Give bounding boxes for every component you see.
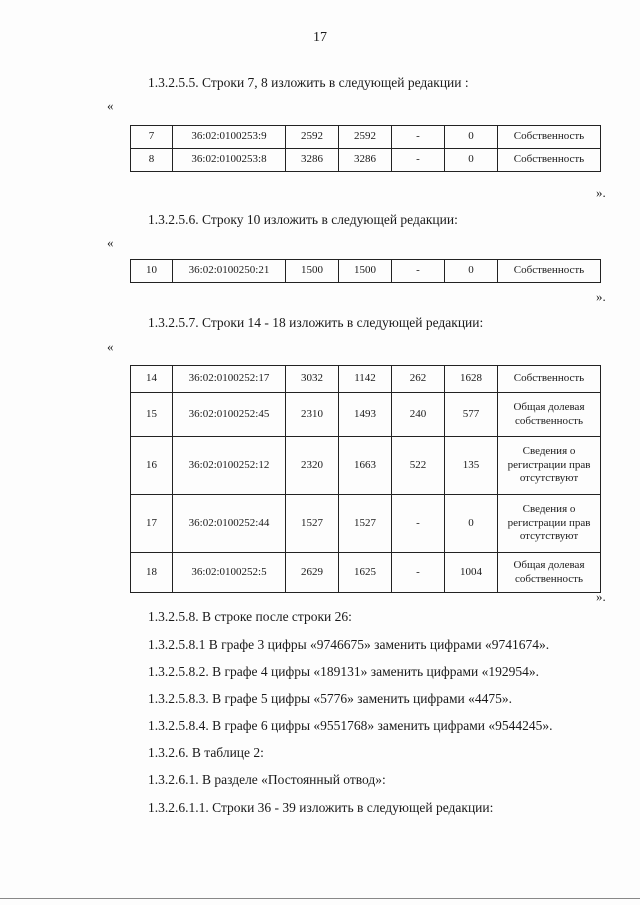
- instruction-line: 1.3.2.5.8. В строке после строки 26:: [148, 609, 352, 624]
- close-quote: ».: [596, 185, 606, 200]
- close-quote: ».: [596, 589, 606, 604]
- table-cell: 0: [445, 126, 498, 149]
- table-cell: Сведения о регистрации прав отсутствуют: [498, 437, 601, 495]
- table-cell: 1500: [339, 260, 392, 283]
- instruction-line: 1.3.2.5.8.2. В графе 4 цифры «189131» заменить цифрами «192954».: [148, 664, 539, 679]
- table-cell: Сведения о регистрации прав отсутствуют: [498, 495, 601, 553]
- table-cell: Собственность: [498, 260, 601, 283]
- instruction-line: 1.3.2.6.1. В разделе «Постоянный отвод»:: [148, 772, 386, 787]
- table-cell: 0: [445, 149, 498, 172]
- table-cell: 17: [131, 495, 173, 553]
- table-cell: 1493: [339, 393, 392, 437]
- table-cell: 1004: [445, 553, 498, 593]
- table-cell: 577: [445, 393, 498, 437]
- table-cell: 0: [445, 260, 498, 283]
- table-cell: 15: [131, 393, 173, 437]
- table-cell: 2629: [286, 553, 339, 593]
- section-heading: 1.3.2.5.5. Строки 7, 8 изложить в следующей редакции :: [148, 75, 469, 90]
- table-cell: 1527: [286, 495, 339, 553]
- table-row: [131, 126, 601, 149]
- table-cell: 8: [131, 149, 173, 172]
- table-cell: 1527: [339, 495, 392, 553]
- table-cell: Собственность: [498, 366, 601, 393]
- table-cell: 2310: [286, 393, 339, 437]
- table-cell: 3286: [286, 149, 339, 172]
- table-row: [131, 149, 601, 172]
- table-cell: 16: [131, 437, 173, 495]
- table-cell: 36:02:0100252:44: [173, 495, 286, 553]
- scan-bottom-edge: [0, 898, 640, 899]
- table-row: [131, 437, 601, 495]
- instruction-line: 1.3.2.6. В таблице 2:: [148, 745, 264, 760]
- table-cell: Общая долевая собственность: [498, 553, 601, 593]
- table-cell: -: [392, 495, 445, 553]
- table-cell: 1500: [286, 260, 339, 283]
- open-quote: «: [107, 235, 114, 250]
- instruction-line: 1.3.2.5.8.1 В графе 3 цифры «9746675» заменить цифрами «9741674».: [148, 637, 550, 652]
- instruction-line: 1.3.2.5.8.3. В графе 5 цифры «5776» заменить цифрами «4475».: [148, 691, 512, 706]
- table-cell: 1663: [339, 437, 392, 495]
- table-cell: -: [392, 149, 445, 172]
- open-quote: «: [107, 98, 114, 113]
- table-cell: 135: [445, 437, 498, 495]
- close-quote: ».: [596, 289, 606, 304]
- section-heading: 1.3.2.5.6. Строку 10 изложить в следующей редакции:: [148, 212, 458, 227]
- instruction-line: 1.3.2.5.8.4. В графе 6 цифры «9551768» заменить цифрами «9544245».: [148, 718, 553, 733]
- page-number: 17: [313, 30, 327, 45]
- table-cell: 36:02:0100250:21: [173, 260, 286, 283]
- table-cell: 36:02:0100252:12: [173, 437, 286, 495]
- table-cell: 7: [131, 126, 173, 149]
- table-cell: 3032: [286, 366, 339, 393]
- table-row: [131, 393, 601, 437]
- table-cell: 10: [131, 260, 173, 283]
- section-heading: 1.3.2.5.7. Строки 14 - 18 изложить в следующей редакции:: [148, 315, 484, 330]
- table-cell: 262: [392, 366, 445, 393]
- table-row: [131, 366, 601, 393]
- table-cell: 18: [131, 553, 173, 593]
- table-cell: -: [392, 553, 445, 593]
- table-cell: -: [392, 260, 445, 283]
- table-cell: Собственность: [498, 149, 601, 172]
- table-cell: 36:02:0100252:17: [173, 366, 286, 393]
- table-cell: 522: [392, 437, 445, 495]
- table-cell: 2592: [339, 126, 392, 149]
- table-cell: 0: [445, 495, 498, 553]
- table-cell: 36:02:0100253:9: [173, 126, 286, 149]
- table-cell: 2320: [286, 437, 339, 495]
- table-row-10: [130, 259, 601, 283]
- table-cell: 36:02:0100252:5: [173, 553, 286, 593]
- open-quote: «: [107, 339, 114, 354]
- table-rows-14-18: [130, 365, 601, 593]
- table-cell: Общая долевая собственность: [498, 393, 601, 437]
- table-cell: 3286: [339, 149, 392, 172]
- table-row: [131, 495, 601, 553]
- table-cell: 36:02:0100253:8: [173, 149, 286, 172]
- table-cell: 14: [131, 366, 173, 393]
- table-cell: Собственность: [498, 126, 601, 149]
- table-cell: 1625: [339, 553, 392, 593]
- table-cell: 2592: [286, 126, 339, 149]
- table-cell: 1628: [445, 366, 498, 393]
- table-row: [131, 553, 601, 593]
- table-row: [131, 260, 601, 283]
- table-rows-7-8: [130, 125, 601, 172]
- table-cell: -: [392, 126, 445, 149]
- table-cell: 36:02:0100252:45: [173, 393, 286, 437]
- table-cell: 240: [392, 393, 445, 437]
- instruction-line: 1.3.2.6.1.1. Строки 36 - 39 изложить в следующей редакции:: [148, 800, 494, 815]
- table-cell: 1142: [339, 366, 392, 393]
